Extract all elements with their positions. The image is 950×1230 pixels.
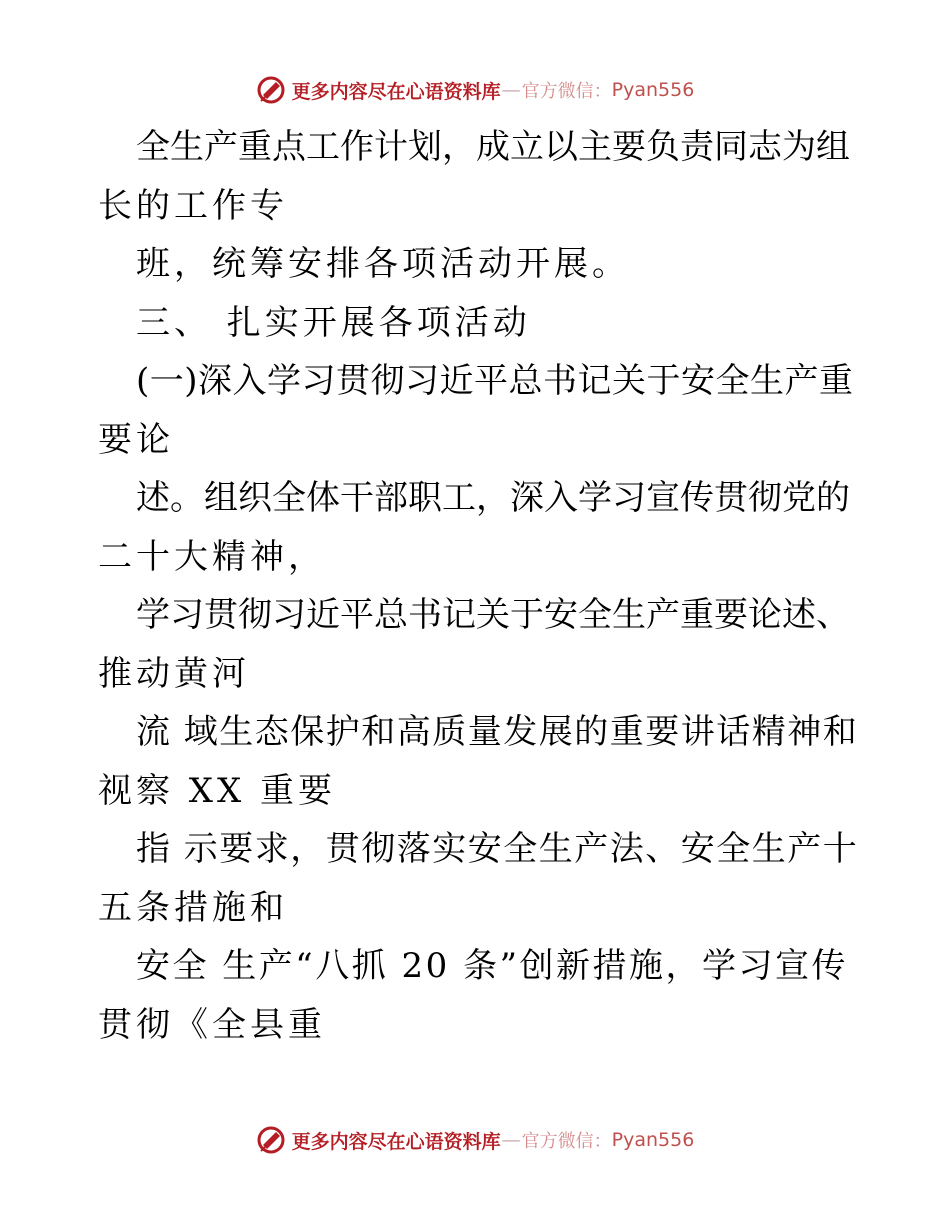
banner-wechat-label: 官方微信： <box>521 81 612 102</box>
banner-title: 更多内容尽在心语资料库 <box>291 80 501 103</box>
text-line: 班，统筹安排各项活动开展。 <box>136 244 630 284</box>
banner-wechat-id: Pyan556 <box>611 79 695 101</box>
text-line: 贯彻《全县重 <box>98 1004 326 1045</box>
pen-logo-icon <box>256 1125 286 1155</box>
footer-banner <box>0 1120 950 1160</box>
text-line: 视察 XX 重要 <box>98 770 337 811</box>
text-line: 五条措施和 <box>98 887 288 928</box>
section-heading: 三、 扎实开展各项活动 <box>136 302 531 343</box>
text-line: 安全 生产“八抓 20 条”创新措施，学习宣传 <box>136 946 848 986</box>
text-line: 全生产重点工作计划，成立以主要负责同志为组 <box>136 127 850 167</box>
banner-dash: — <box>501 79 521 101</box>
banner-title: 更多内容尽在心语资料库 <box>291 1130 501 1153</box>
banner-wechat-label: 官方微信： <box>521 1131 612 1152</box>
pen-logo-icon <box>256 75 286 105</box>
text-line: 流 域生态保护和高质量发展的重要讲话精神和 <box>136 712 859 752</box>
subsection-heading: (一)深入学习贯彻习近平总书记关于安全生产重 <box>136 361 854 401</box>
text-line: 指 示要求，贯彻落实安全生产法、安全生产十 <box>136 829 859 869</box>
text-line: 述。组织全体干部职工，深入学习宣传贯彻党的 <box>136 478 850 518</box>
text-line: 学习贯彻习近平总书记关于安全生产重要论述、 <box>136 595 850 635</box>
text-line: 二十大精神， <box>98 536 326 577</box>
banner-dash: — <box>501 1129 521 1151</box>
text-line: 要论 <box>98 419 174 460</box>
text-line: 推动黄河 <box>98 653 250 694</box>
document-body <box>98 118 858 1054</box>
banner-wechat-id: Pyan556 <box>611 1129 695 1151</box>
text-line: 长的工作专 <box>98 185 288 226</box>
header-banner <box>0 70 950 110</box>
